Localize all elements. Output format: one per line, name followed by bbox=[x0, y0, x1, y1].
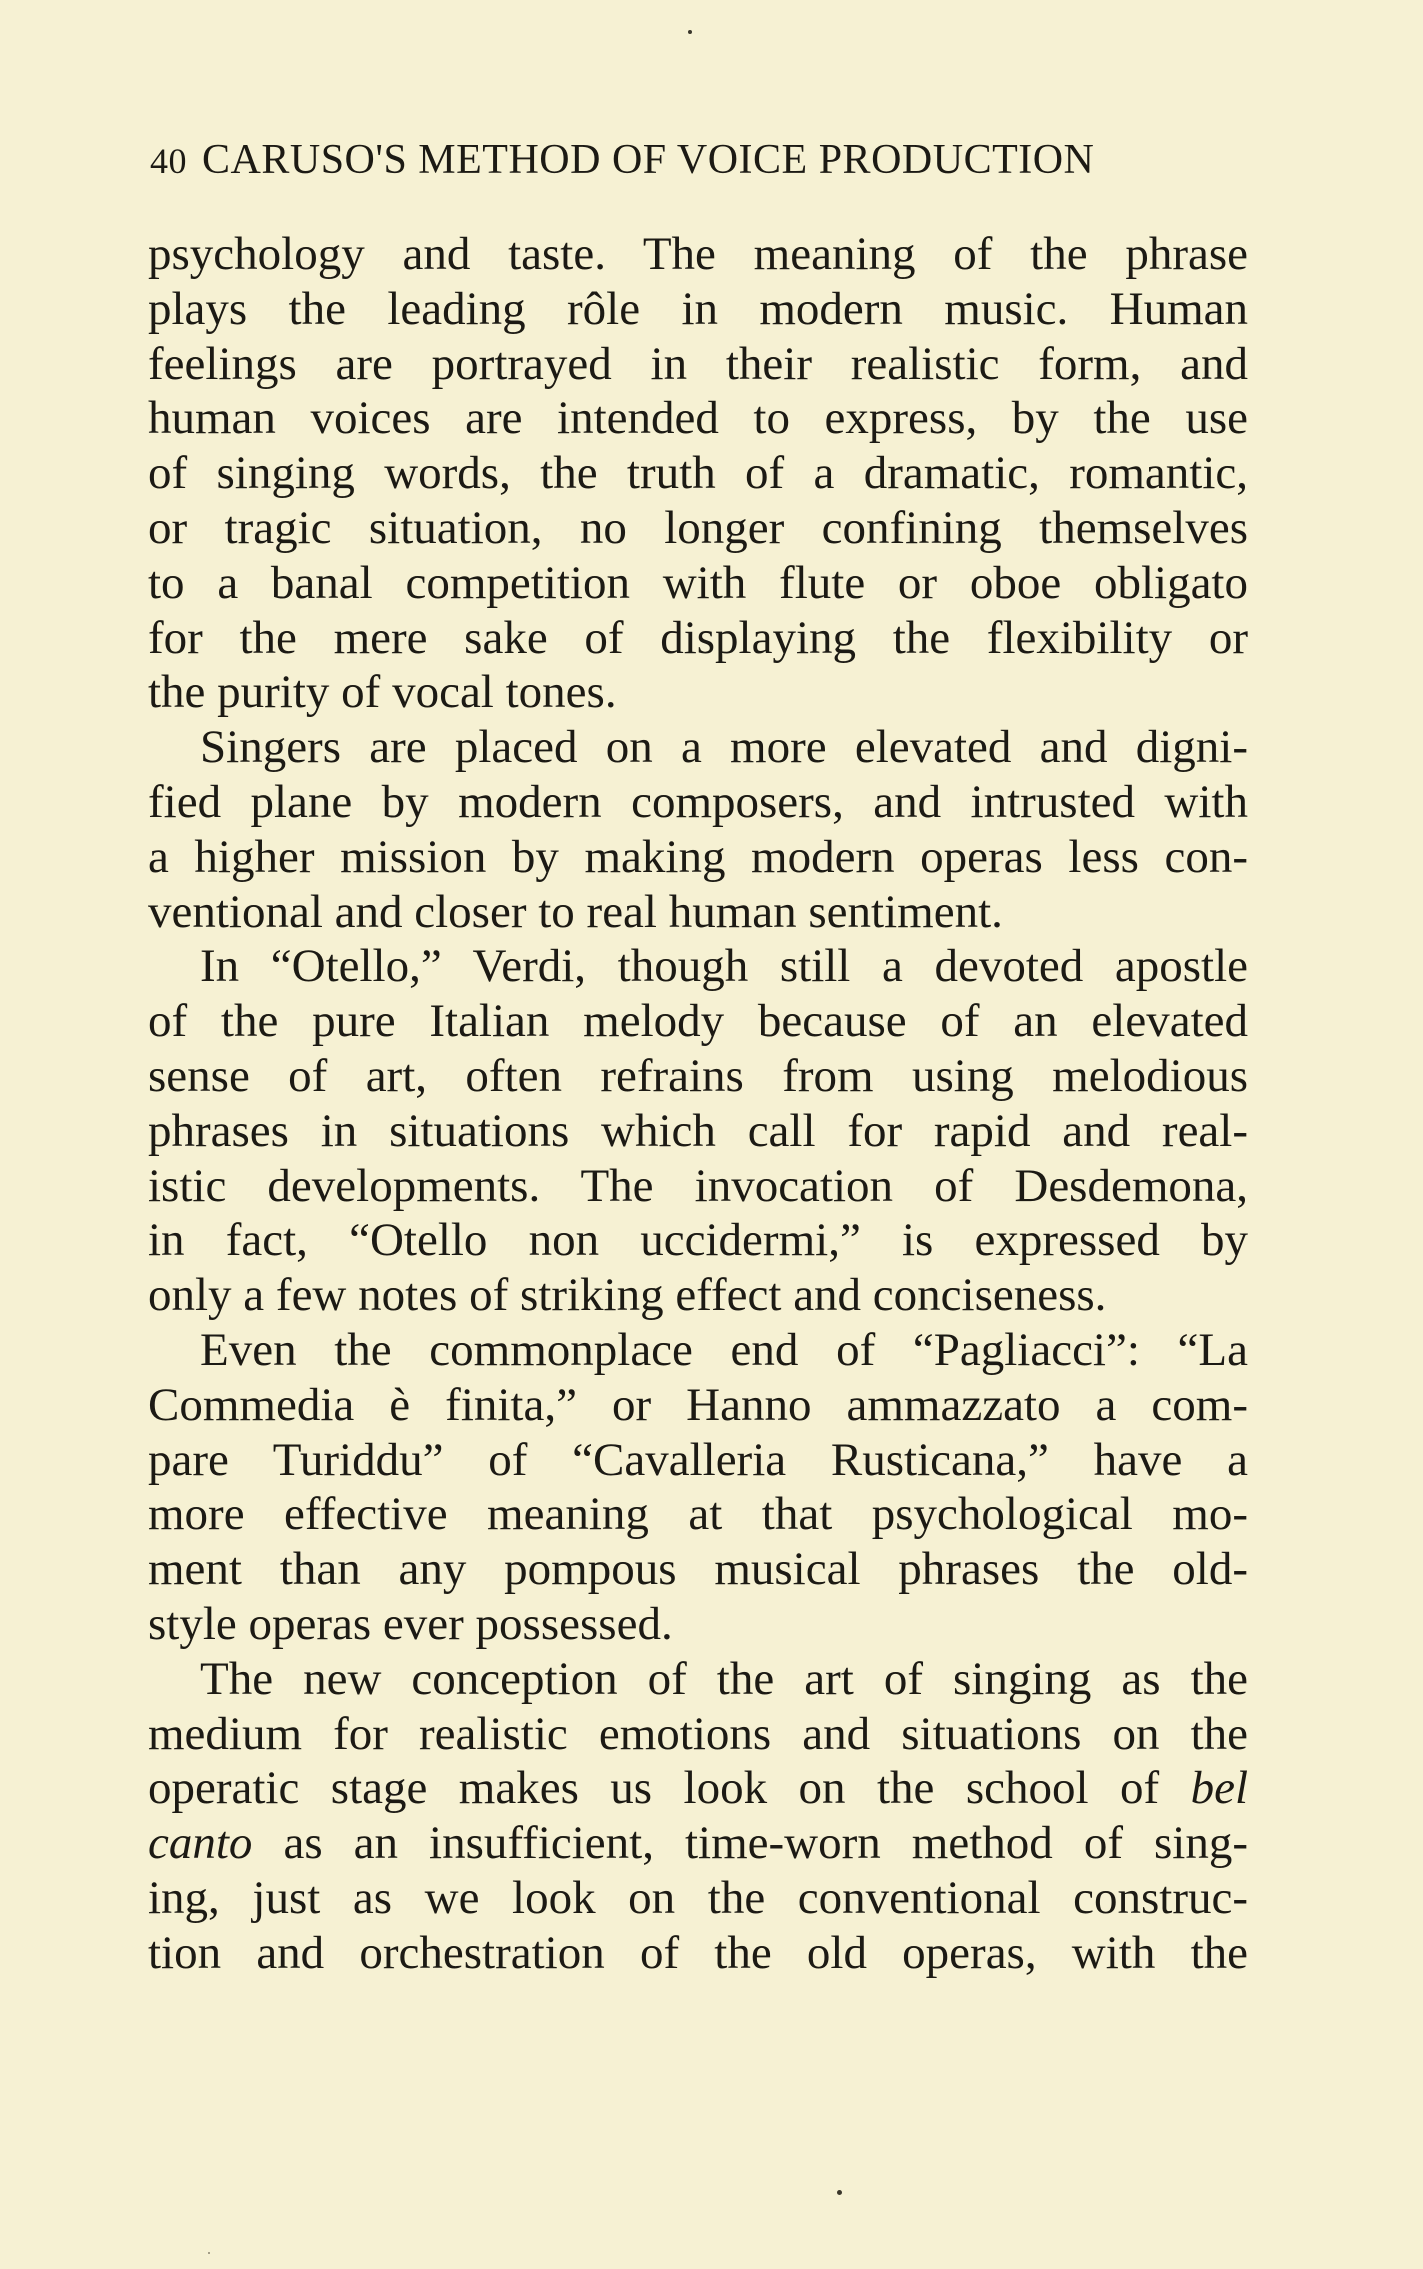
text-line: pare Turiddu” of “Cavalleria Rusticana,” have a bbox=[148, 1433, 1248, 1486]
text-line: in fact, “Otello non uccidermi,” is expressed by bbox=[148, 1214, 1248, 1267]
page-header bbox=[150, 132, 1240, 189]
text-line: Even the commonplace end of “Pagliacci”: “La bbox=[200, 1323, 1248, 1376]
page-number: 40 bbox=[150, 141, 187, 181]
text-line bbox=[148, 1761, 1248, 1816]
text-line: for the mere sake of displaying the flexibility or bbox=[148, 611, 1248, 664]
text-line: of the pure Italian melody because of an elevated bbox=[148, 995, 1248, 1048]
text-line: istic developments. The invocation of Desdemona, bbox=[148, 1159, 1248, 1212]
paragraph bbox=[148, 1652, 1248, 1981]
text-line: of singing words, the truth of a dramatic, romantic, bbox=[148, 447, 1248, 500]
text-line: human voices are intended to express, by the use bbox=[148, 392, 1248, 445]
text-line: to a banal competition with flute or oboe obligato bbox=[148, 556, 1248, 609]
print-speck bbox=[837, 2190, 842, 2195]
text-line: ment than any pompous musical phrases the old- bbox=[148, 1543, 1248, 1596]
text-segment: operatic stage makes us look on the school of bbox=[148, 1762, 1160, 1815]
text-line: psychology and taste. The meaning of the phrase bbox=[148, 228, 1248, 280]
text-line: only a few notes of striking effect and conciseness. bbox=[148, 1269, 1107, 1322]
text-line: or tragic situation, no longer confining themselves bbox=[148, 501, 1248, 554]
text-line bbox=[148, 1816, 1248, 1871]
text-line: sense of art, often refrains from using melodious bbox=[148, 1049, 1248, 1102]
paragraph bbox=[148, 720, 1248, 939]
text-line: a higher mission by making modern operas less con- bbox=[148, 830, 1248, 883]
text-line: fied plane by modern composers, and intrusted with bbox=[148, 775, 1248, 828]
print-speck bbox=[208, 2252, 210, 2254]
paragraph bbox=[148, 939, 1248, 1323]
text-line: Commedia è finita,” or Hanno ammazzato a com- bbox=[148, 1378, 1248, 1431]
text-line: feelings are portrayed in their realistic form, and bbox=[148, 337, 1248, 390]
text-line: phrases in situations which call for rapid and real- bbox=[148, 1104, 1248, 1157]
text-line: the purity of vocal tones. bbox=[148, 666, 617, 719]
italic-term: bel bbox=[1190, 1762, 1249, 1815]
body-text bbox=[148, 227, 1248, 1981]
text-line: ing, just as we look on the conventional construc- bbox=[148, 1871, 1248, 1924]
text-line: medium for realistic emotions and situations on the bbox=[148, 1707, 1248, 1760]
text-line: plays the leading rôle in modern music. Human bbox=[148, 282, 1248, 335]
text-line: The new conception of the art of singing as the bbox=[200, 1652, 1248, 1705]
print-speck bbox=[688, 30, 692, 34]
running-head: CARUSO'S METHOD OF VOICE PRODUCTION bbox=[202, 137, 1095, 183]
text-line: more effective meaning at that psychological mo- bbox=[148, 1488, 1248, 1541]
text-line: ventional and closer to real human sentiment. bbox=[148, 885, 1003, 938]
text-line: Singers are placed on a more elevated and digni- bbox=[200, 721, 1248, 774]
italic-term: canto bbox=[148, 1817, 253, 1870]
text-line: style operas ever possessed. bbox=[148, 1597, 673, 1650]
text-segment: as an insufficient, time-worn method of sing- bbox=[283, 1817, 1248, 1870]
paragraph bbox=[148, 227, 1248, 720]
paragraph bbox=[148, 1323, 1248, 1652]
text-line: In “Otello,” Verdi, though still a devoted apostle bbox=[200, 940, 1248, 993]
text-line: tion and orchestration of the old operas, with the bbox=[148, 1926, 1248, 1979]
